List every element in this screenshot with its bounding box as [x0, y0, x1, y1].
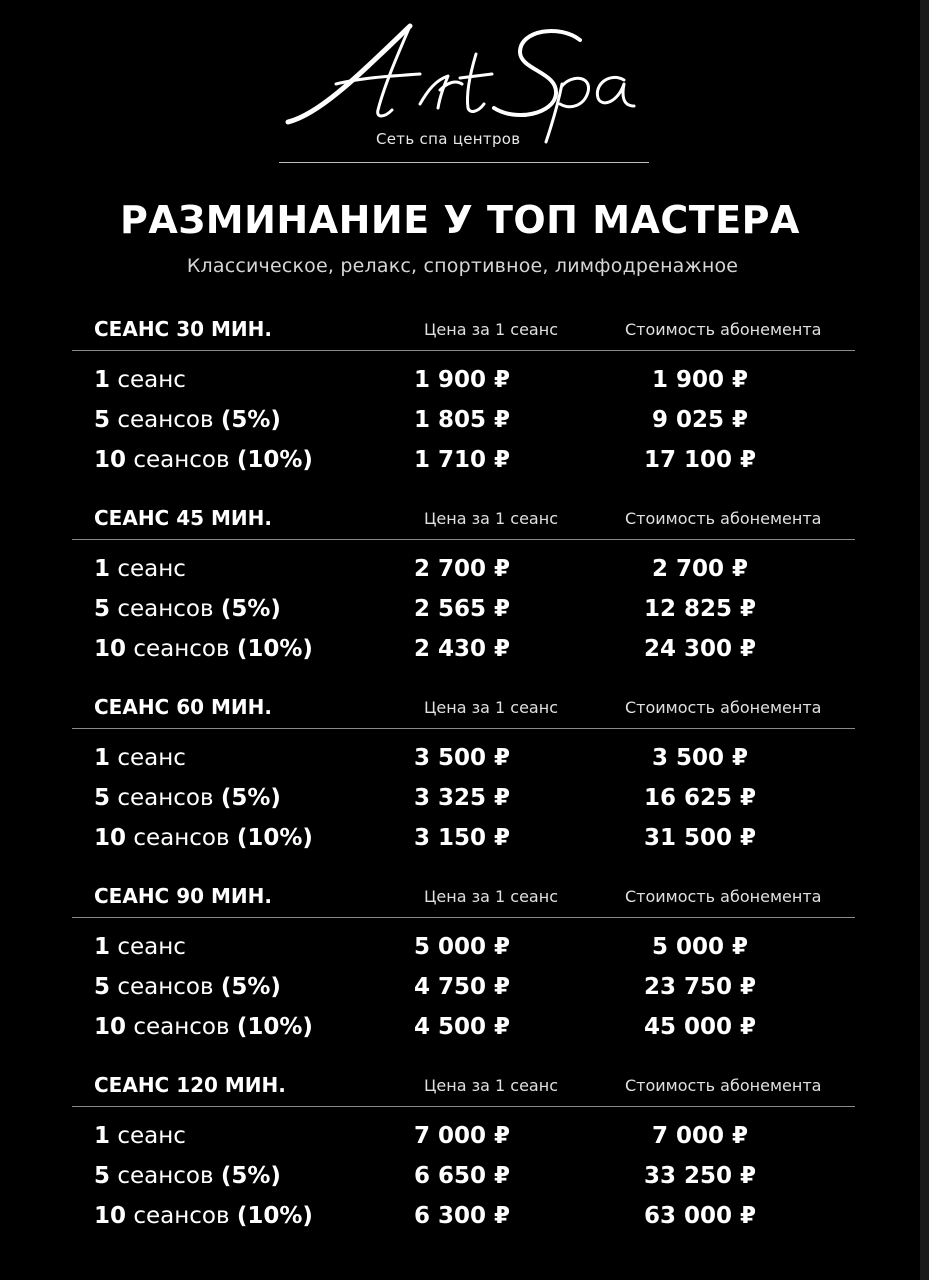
price-row: [72, 1009, 855, 1049]
page-subtitle: Классическое, релакс, спортивное, лимфодренажное: [186, 255, 739, 277]
session-label: 1 сеанс: [94, 745, 186, 771]
section-title: СЕАНС 90 МИН.: [94, 884, 272, 908]
section-title: СЕАНС 45 МИН.: [94, 506, 272, 530]
session-price: 3 150 ₽: [413, 825, 511, 851]
subscription-column-header: Стоимость абонемента: [625, 887, 822, 906]
price-column-header: Цена за 1 сеанс: [424, 887, 558, 906]
subscription-total: 1 900 ₽: [651, 367, 749, 393]
section-title: СЕАНС 120 МИН.: [94, 1073, 286, 1097]
subscription-column-header: Стоимость абонемента: [625, 509, 822, 528]
session-price: 4 750 ₽: [413, 974, 511, 1000]
session-label: 5 сеансов (5%): [94, 407, 281, 433]
session-label: 5 сеансов (5%): [94, 974, 281, 1000]
price-row: [72, 362, 855, 402]
session-price: 7 000 ₽: [413, 1123, 511, 1149]
section-header: [72, 881, 855, 918]
subscription-total: 24 300 ₽: [643, 636, 757, 662]
price-row: [72, 780, 855, 820]
logo-script-mark: [280, 14, 650, 144]
session-price: 1 805 ₽: [413, 407, 511, 433]
price-row: [72, 402, 855, 442]
session-label: 10 сеансов (10%): [94, 1203, 313, 1229]
price-row: [72, 1118, 855, 1158]
price-section: [72, 1070, 855, 1259]
price-section: [72, 881, 855, 1070]
price-row: [72, 1198, 855, 1238]
session-price: 4 500 ₽: [413, 1014, 511, 1040]
session-price: 1 900 ₽: [413, 367, 511, 393]
session-label: 5 сеансов (5%): [94, 596, 281, 622]
subscription-total: 31 500 ₽: [643, 825, 757, 851]
page-edge: [920, 0, 929, 1280]
price-column-header: Цена за 1 сеанс: [424, 698, 558, 717]
session-price: 3 500 ₽: [413, 745, 511, 771]
session-price: 6 300 ₽: [413, 1203, 511, 1229]
logo-tagline: Сеть спа центров: [376, 130, 521, 148]
subscription-total: 23 750 ₽: [643, 974, 757, 1000]
session-price: 2 700 ₽: [413, 556, 511, 582]
session-price: 2 430 ₽: [413, 636, 511, 662]
session-label: 1 сеанс: [94, 367, 186, 393]
subscription-total: 16 625 ₽: [643, 785, 757, 811]
price-section: [72, 314, 855, 503]
price-section: [72, 503, 855, 692]
subscription-column-header: Стоимость абонемента: [625, 1076, 822, 1095]
session-label: 5 сеансов (5%): [94, 785, 281, 811]
price-row: [72, 442, 855, 482]
session-label: 1 сеанс: [94, 556, 186, 582]
price-section: [72, 692, 855, 881]
session-price: 3 325 ₽: [413, 785, 511, 811]
subscription-total: 9 025 ₽: [651, 407, 749, 433]
logo-divider: [279, 162, 649, 163]
session-label: 10 сеансов (10%): [94, 825, 313, 851]
price-row: [72, 631, 855, 671]
art-spa-logo: [280, 14, 650, 154]
subscription-total: 7 000 ₽: [651, 1123, 749, 1149]
price-row: [72, 929, 855, 969]
section-header: [72, 1070, 855, 1107]
session-label: 5 сеансов (5%): [94, 1163, 281, 1189]
price-row: [72, 820, 855, 860]
section-title: СЕАНС 60 МИН.: [94, 695, 272, 719]
subscription-total: 63 000 ₽: [643, 1203, 757, 1229]
price-row: [72, 969, 855, 1009]
price-row: [72, 551, 855, 591]
section-header: [72, 314, 855, 351]
price-column-header: Цена за 1 сеанс: [424, 509, 558, 528]
subscription-total: 3 500 ₽: [651, 745, 749, 771]
subscription-column-header: Стоимость абонемента: [625, 698, 822, 717]
section-header: [72, 692, 855, 729]
session-label: 10 сеансов (10%): [94, 447, 313, 473]
page-title: РАЗМИНАНИЕ У ТОП МАСТЕРА: [120, 198, 800, 242]
section-title: СЕАНС 30 МИН.: [94, 317, 272, 341]
price-column-header: Цена за 1 сеанс: [424, 320, 558, 339]
session-price: 2 565 ₽: [413, 596, 511, 622]
subscription-total: 17 100 ₽: [643, 447, 757, 473]
session-price: 5 000 ₽: [413, 934, 511, 960]
session-price: 1 710 ₽: [413, 447, 511, 473]
session-label: 10 сеансов (10%): [94, 636, 313, 662]
session-label: 1 сеанс: [94, 934, 186, 960]
subscription-total: 2 700 ₽: [651, 556, 749, 582]
session-label: 10 сеансов (10%): [94, 1014, 313, 1040]
section-header: [72, 503, 855, 540]
price-row: [72, 591, 855, 631]
price-column-header: Цена за 1 сеанс: [424, 1076, 558, 1095]
subscription-total: 33 250 ₽: [643, 1163, 757, 1189]
session-price: 6 650 ₽: [413, 1163, 511, 1189]
session-label: 1 сеанс: [94, 1123, 186, 1149]
price-list: [72, 314, 855, 1259]
subscription-total: 45 000 ₽: [643, 1014, 757, 1040]
subscription-column-header: Стоимость абонемента: [625, 320, 822, 339]
price-row: [72, 1158, 855, 1198]
subscription-total: 5 000 ₽: [651, 934, 749, 960]
subscription-total: 12 825 ₽: [643, 596, 757, 622]
price-row: [72, 740, 855, 780]
